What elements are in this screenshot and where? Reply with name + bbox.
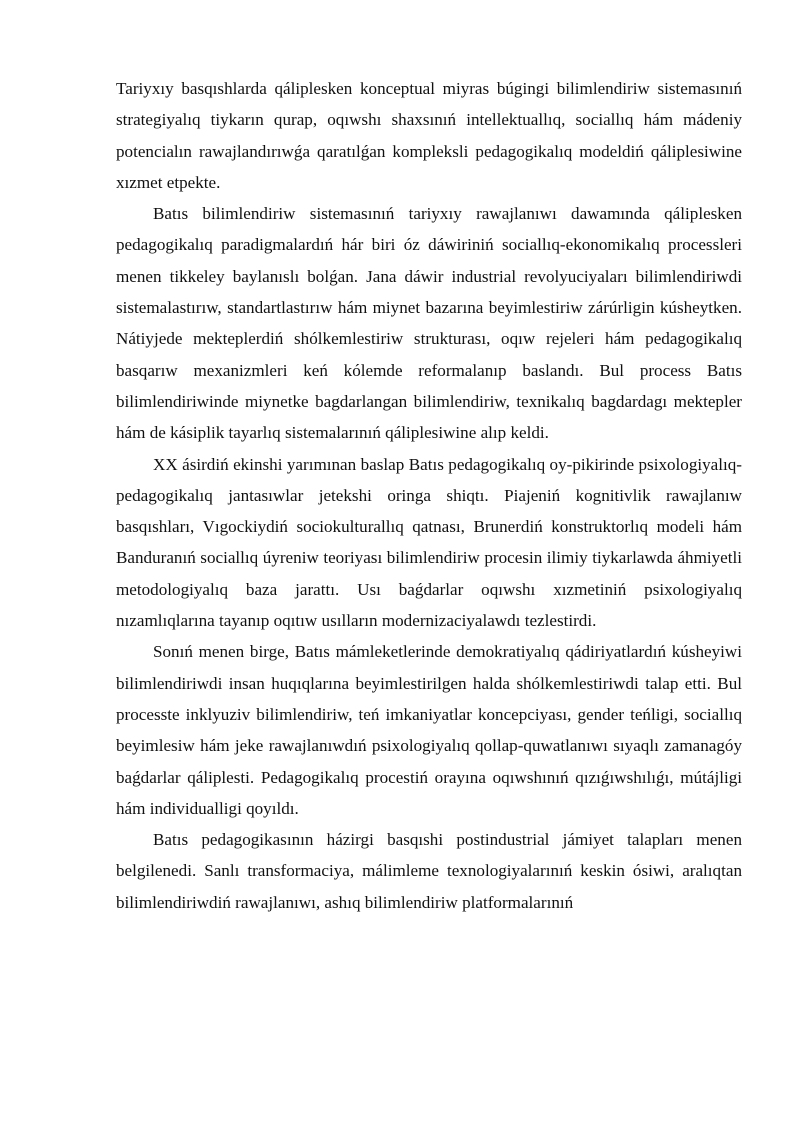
- paragraph-5: Batıs pedagogikasının házirgi basqıshi postindustrial jámiyet talapları menen belgilenedi. Sanlı transformaciya, málimleme texnologiyalarınıń keskin ósiwi, aralıqtan bilimlendiriwdiń rawajlanıwı, ashıq bilimlendiriw platformalarınıń: [116, 830, 742, 912]
- body-text: [116, 73, 742, 918]
- paragraph-3: XX ásirdiń ekinshi yarımınan baslap Batıs pedagogikalıq oy-pikirinde psixologiyalıq-pedagogikalıq jantasıwlar jetekshi oringa shiqtı. Piajeniń kognitivlik rawajlanıw basqıshları, Vıgockiydiń sociokulturallıq qatnası, Brunerdiń konstruktorlıq modeli hám Banduranıń sociallıq úyreniw teoriyası bilimlendiriw procesin ilimiy tiykarlawda áhmiyetli metodologiyalıq baza jarattı. Usı baǵdarlar oqıwshı xızmetiniń psixologiyalıq nızamlıqlarına tayanıp oqıtıw usılların modernizaciyalawdı tezlestirdi.: [116, 454, 742, 631]
- paragraph-1: Tariyxıy basqıshlarda qáliplesken konceptual miyras búgingi bilimlendiriw sistemasınıń strategiyalıq tiykarın qurap, oqıwshı shaxsınıń intellektuallıq, sociallıq hám mádeniy potencialın rawajlandırıwǵa qaratılǵan kompleksli pedagogikalıq modeldiń qáliplesiwine xızmet etpekte.: [116, 79, 742, 192]
- paragraph-2: Batıs bilimlendiriw sistemasınıń tariyxıy rawajlanıwı dawamında qáliplesken pedagogikalıq paradigmalardıń hár biri óz dáwiriniń sociallıq-ekonomikalıq processleri menen tikkeley baylanıslı bolǵan. Jana dáwir industrial revolyuciyaları bilimlendiriwdi sistemalastırıw, standartlastırıw hám miynet bazarına beyimlestiriw zárúrligin kúsheytken. Nátiyjede mekteplerdiń shólkemlestiriw strukturası, oqıw rejeleri hám pedagogikalıq basqarıw mexanizmleri keń kólemde reformalanıp baslandı. Bul process Batıs bilimlendiriwinde miynetke bagdarlangan bilimlendiriw, texnikalıq bagdardagı mektepler hám de kásiplik tayarlıq sistemalarınıń qáliplesiwine alıp keldi.: [116, 204, 742, 443]
- paragraph-4: Sonıń menen birge, Batıs mámleketlerinde demokratiyalıq qádiriyatlardıń kúsheyiwi bilimlendiriwdi insan huqıqlarına beyimlestirilgen halda shólkemlestiriwdi talap etti. Bul processte inklyuziv bilimlendiriw, teń imkaniyatlar koncepciyası, gender teńligi, sociallıq beyimlesiw hám jeke rawajlanıwdıń psixologiyalıq qollap-quwatlanıwı sıyaqlı zamanagóy baǵdarlar qáliplesti. Pedagogikalıq procestiń orayına oqıwshınıń qızıǵıwshılıǵı, mútájligi hám individualligi qoyıldı.: [116, 642, 742, 818]
